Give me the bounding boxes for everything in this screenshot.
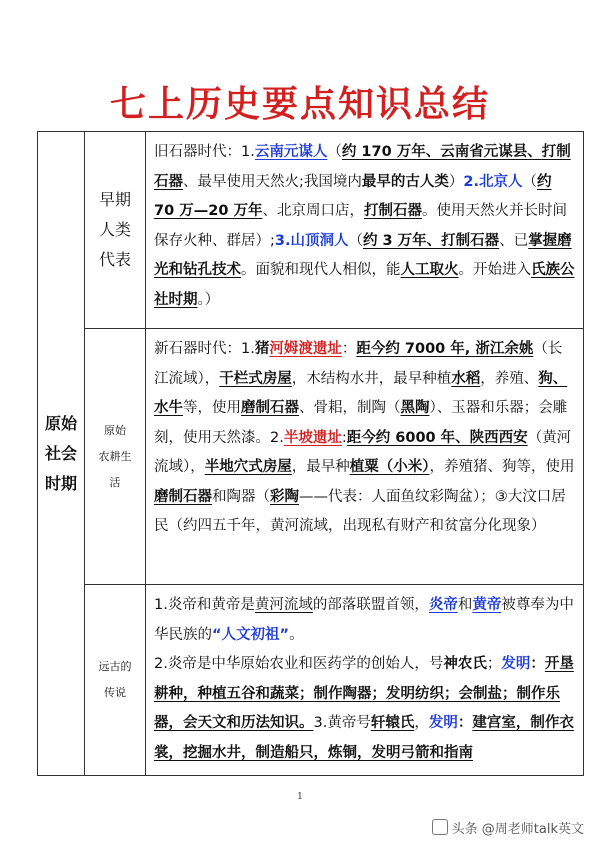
highlight: 磨制石器 xyxy=(241,400,299,416)
highlight: “人文初祖” xyxy=(212,626,290,643)
toutiao-logo-icon xyxy=(432,819,448,835)
text: （黄河流域）， xyxy=(154,429,572,475)
text: 。使用天然火并长时间保存火种、群居）; xyxy=(154,203,567,249)
text: ： xyxy=(341,341,357,357)
text: ，木结构水井，最早种植 xyxy=(291,370,452,387)
text: 、已 xyxy=(499,232,529,249)
text: ，养殖、 xyxy=(480,370,539,387)
farming-content xyxy=(146,329,584,585)
highlight: 掌握磨光和钻孔技术 xyxy=(154,232,572,278)
text: ： xyxy=(530,656,545,672)
text: : xyxy=(341,429,347,446)
text: 和 xyxy=(457,597,473,613)
text: 的部落联盟首领， xyxy=(312,597,429,613)
highlight: 半坡遗址 xyxy=(283,429,342,446)
row-label-text: 原始 农耕生 活 xyxy=(98,423,132,489)
text: （ xyxy=(327,144,342,160)
highlight: 距今约 6000 年、陕西西安 xyxy=(346,429,528,446)
text: 、北京周口店， xyxy=(262,203,364,219)
text: ） xyxy=(448,173,464,190)
text: ： xyxy=(457,715,473,731)
highlight: 半地穴式房屋 xyxy=(204,459,292,475)
highlight: 打制石器 xyxy=(154,144,571,190)
highlight: 黑陶 xyxy=(400,400,430,416)
page-number: 1 xyxy=(297,792,303,802)
highlight: 黄帝 xyxy=(472,597,502,613)
text: 等，使用 xyxy=(183,400,241,416)
row-label-text: 早期 人类 代表 xyxy=(98,190,131,269)
era-label: 原始 社会 时期 xyxy=(44,413,77,493)
text: ； xyxy=(486,656,502,672)
text: 3.黄帝号 xyxy=(313,715,371,731)
highlight: 开垦耕种，种植五谷和蔬菜；制作陶器；发明纺织；会制盐；制作乐器，会天文和历法知识。 xyxy=(154,656,574,731)
highlight: 氏族公社时期 xyxy=(154,262,575,308)
text: ，最早种 xyxy=(291,459,350,475)
highlight: 距今约 7000 年, 浙江余姚 xyxy=(356,341,534,357)
highlight: 云南元谋人 xyxy=(254,144,328,160)
highlight: 河姆渡遗址 xyxy=(269,341,342,357)
row-label-text: 远古的 传说 xyxy=(98,660,132,699)
row-label-legends xyxy=(85,585,146,776)
highlight: 约 170 万年、云南省元谋县、 xyxy=(341,144,542,160)
text: 2.炎帝是中华原始农业和医药学的创始人，号 xyxy=(154,656,444,672)
text: ，养殖猪、狗等，使用 xyxy=(429,459,575,475)
text: （ xyxy=(348,232,363,249)
highlight: 打制石器 xyxy=(363,203,422,219)
highlight: 约 3 万年、打制石器 xyxy=(363,232,500,249)
text: 和陶器（ xyxy=(212,488,270,505)
page-title: 七上历史要点知识总结 xyxy=(109,84,490,125)
highlight: 神农氏 xyxy=(443,656,487,672)
text: ， xyxy=(414,715,429,731)
watermark-text: 头条 @周老师talk英文 xyxy=(451,822,584,837)
text: 被尊奉为中华民族的 xyxy=(154,597,574,643)
highlight: 狗、水牛 xyxy=(154,370,568,416)
highlight: 水稻 xyxy=(451,370,481,387)
table-row xyxy=(38,585,584,776)
early-humans-content xyxy=(146,132,584,329)
highlight: 发明 xyxy=(501,656,531,672)
text: 。面貌和现代人相似，能 xyxy=(241,262,401,278)
highlight: 2.北京人 xyxy=(463,173,523,190)
highlight: 最早的古人类 xyxy=(361,173,449,190)
table-row xyxy=(38,132,584,329)
text: ——代表：人面鱼纹彩陶盆）；③大汶口居民（约四五千年，黄河流域，出现私有财产和贫富分化现象） xyxy=(154,488,566,534)
highlight: 建宫室，制作衣裳，挖掘水井，制造船只，炼铜，发明弓箭和指南 xyxy=(154,715,574,761)
text: （长江流域）， xyxy=(154,341,563,387)
highlight: 约 70 万—20 万年 xyxy=(154,173,552,219)
text: 、骨耜，制陶（ xyxy=(299,400,401,416)
watermark xyxy=(432,818,584,837)
highlight: 干栏式房屋 xyxy=(219,370,292,387)
text: 旧石器时代：1. xyxy=(154,144,255,160)
text: 猪 xyxy=(254,341,270,357)
legends-content xyxy=(146,585,584,776)
text: ）、玉器和乐器；会雕刻，使用天然漆。2. xyxy=(154,400,568,446)
highlight: 3.山顶洞人 xyxy=(274,232,349,249)
highlight: 人工取火 xyxy=(400,262,459,278)
text: （ xyxy=(522,173,537,190)
highlight: 轩辕氏 xyxy=(370,715,415,731)
highlight: 植粟（小米） xyxy=(349,459,430,475)
highlight: 炎帝 xyxy=(428,597,458,613)
text: 。） xyxy=(197,291,220,308)
row-label-farming xyxy=(85,329,146,585)
era-cell xyxy=(38,132,85,776)
row-label-early-humans xyxy=(85,132,146,329)
text: 新石器时代：1. xyxy=(154,341,255,357)
text: 。开始进入 xyxy=(458,262,531,278)
text: 1.炎帝和黄帝是 xyxy=(154,597,255,613)
table-row xyxy=(38,329,584,585)
text: 。 xyxy=(289,626,304,643)
highlight: 彩陶 xyxy=(270,488,299,505)
highlight: 磨制石器 xyxy=(154,488,212,505)
text: 、最早使用天然火;我国境内 xyxy=(183,173,362,190)
highlight: 发明 xyxy=(428,715,458,731)
highlight: 黄河流域 xyxy=(254,597,313,613)
summary-table xyxy=(37,131,584,776)
